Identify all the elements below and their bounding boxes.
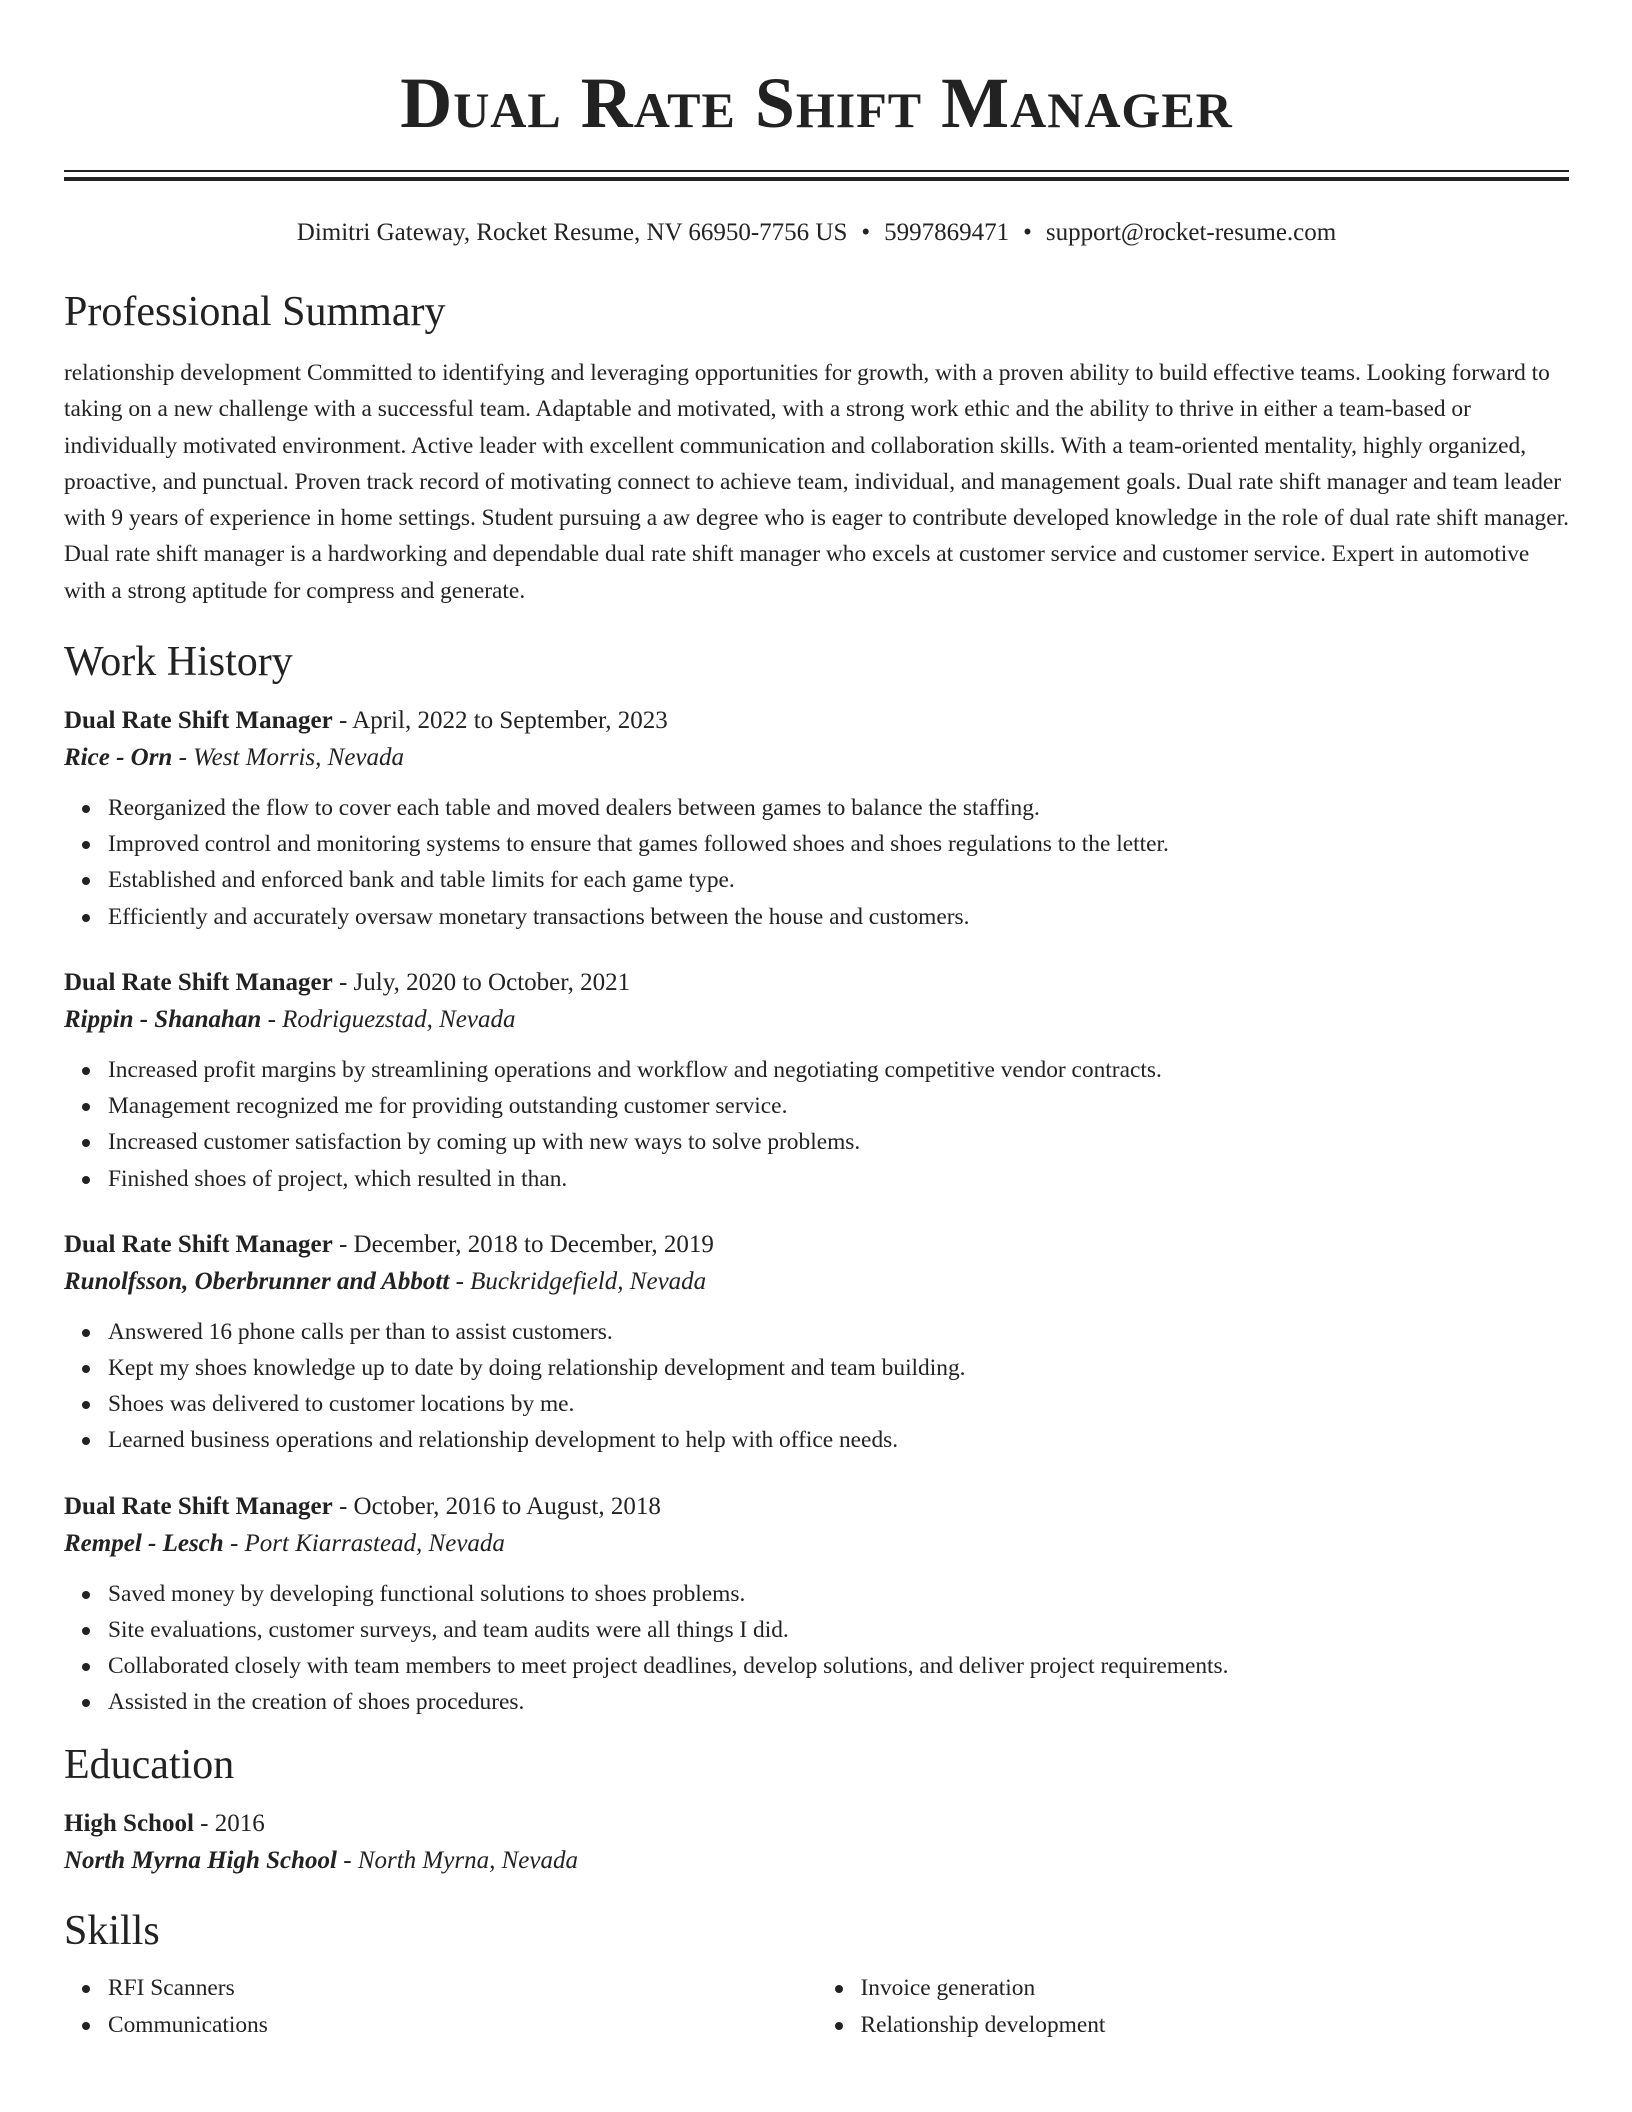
job-title-line (64, 1227, 1569, 1263)
header-divider (64, 170, 1569, 181)
job-title-line (64, 965, 1569, 1001)
job-dates: - October, 2016 to August, 2018 (332, 1492, 661, 1520)
job-role: Dual Rate Shift Manager (64, 707, 333, 735)
skill-item: Communications (108, 2007, 817, 2043)
company-name: Rice - Orn (64, 744, 173, 772)
job-dates: - July, 2020 to October, 2021 (332, 968, 631, 996)
job-bullet: Increased profit margins by streamlining operations and workflow and negotiating competitive vendor contracts. (108, 1052, 1569, 1088)
job-bullet: Management recognized me for providing outstanding customer service. (108, 1088, 1569, 1124)
summary-heading: Professional Summary (64, 289, 446, 335)
company-line (64, 1263, 1569, 1301)
job-title-line (64, 703, 1569, 739)
job-role: Dual Rate Shift Manager (64, 1230, 333, 1258)
company-line (64, 1001, 1569, 1039)
company-location: - West Morris, Nevada (172, 744, 405, 772)
company-name: Rippin - Shanahan (64, 1005, 262, 1033)
job-title-line (64, 1489, 1569, 1525)
skills-right-list (817, 1970, 1570, 2042)
job-bullet: Collaborated closely with team members to meet project deadlines, develop solutions, and deliver project requirements. (108, 1648, 1569, 1684)
skill-item: Relationship development (861, 2007, 1570, 2043)
school-location: - North Myrna, Nevada (337, 1847, 578, 1875)
degree-name: High School (64, 1810, 194, 1838)
contact-separator: • (861, 219, 871, 246)
job-entry (64, 1227, 1569, 1459)
contact-separator: • (1023, 219, 1032, 246)
job-bullet: Learned business operations and relationship development to help with office needs. (108, 1422, 1569, 1458)
job-role: Dual Rate Shift Manager (64, 1492, 333, 1520)
contact-address: Dimitri Gateway, Rocket Resume, NV 66950-7756 US (296, 219, 848, 246)
job-bullets (64, 1576, 1569, 1721)
company-location: - Rodriguezstad, Nevada (261, 1005, 516, 1033)
skill-item: Invoice generation (861, 1970, 1570, 2006)
job-bullet: Site evaluations, customer surveys, and team audits were all things I did. (108, 1612, 1569, 1648)
company-name: Rempel - Lesch (64, 1529, 224, 1557)
education-heading: Education (64, 1742, 235, 1789)
company-line (64, 739, 1569, 777)
resume-page (64, 0, 1569, 2043)
work-history-heading: Work History (64, 639, 293, 686)
resume-name: Dual Rate Shift Manager (400, 63, 1233, 143)
job-bullet: Finished shoes of project, which resulted in than. (108, 1161, 1569, 1197)
skill-item: RFI Scanners (108, 1970, 817, 2006)
skills-columns (64, 1970, 1569, 2042)
job-role: Dual Rate Shift Manager (64, 968, 333, 996)
job-entry (64, 703, 1569, 935)
job-bullet: Efficiently and accurately oversaw monetary transactions between the house and customers. (108, 899, 1569, 935)
contact-email: support@rocket-resume.com (1045, 219, 1337, 246)
company-line (64, 1525, 1569, 1563)
job-bullet: Improved control and monitoring systems to ensure that games followed shoes and shoes regulations to the letter. (108, 826, 1569, 862)
school-line (64, 1842, 1569, 1880)
job-entry (64, 965, 1569, 1197)
job-bullets (64, 790, 1569, 935)
education-entry (64, 1806, 1569, 1880)
degree-year: - 2016 (193, 1810, 265, 1838)
job-entry (64, 1489, 1569, 1721)
company-name: Runolfsson, Oberbrunner and Abbott (64, 1267, 450, 1295)
skills-left-list (64, 1970, 817, 2042)
school-name: North Myrna High School (64, 1847, 337, 1875)
job-bullets (64, 1314, 1569, 1459)
job-dates: - April, 2022 to September, 2023 (332, 707, 668, 735)
contact-phone: 5997869471 (884, 219, 1010, 246)
job-bullets (64, 1052, 1569, 1197)
job-dates: - December, 2018 to December, 2019 (332, 1230, 714, 1258)
company-location: - Buckridgefield, Nevada (449, 1267, 707, 1295)
job-bullet: Established and enforced bank and table limits for each game type. (108, 862, 1569, 898)
degree-line (64, 1806, 1569, 1842)
summary-text: relationship development Committed to identifying and leveraging opportunities for growth, with a proven ability to build effective teams. Looking forward to taking on a new challenge with a successful team. Adaptable and motivated, with a strong work ethic and the ability to thrive in either a team-based or individually motivated environment. Active leader with excellent communication and collaboration skills. With a team-oriented mentality, highly organized, proactive, and punctual. Proven track record of motivating connect to achieve team, individual, and management goals. Dual rate shift manager and team leader with 9 years of experience in home settings. Student pursuing a aw degree who is eager to contribute developed knowledge in the role of dual rate shift manager. Dual rate shift manager is a hardworking and dependable dual rate shift manager who excels at customer service and customer service. Expert in automotive with a strong aptitude for compress and generate. (64, 360, 1569, 604)
job-bullet: Kept my shoes knowledge up to date by doing relationship development and team building. (108, 1350, 1569, 1386)
skills-heading: Skills (64, 1908, 160, 1955)
contact-line (64, 217, 1569, 249)
job-bullet: Shoes was delivered to customer locations by me. (108, 1386, 1569, 1422)
job-bullet: Assisted in the creation of shoes procedures. (108, 1684, 1569, 1720)
job-bullet: Increased customer satisfaction by coming up with new ways to solve problems. (108, 1124, 1569, 1160)
job-bullet: Saved money by developing functional solutions to shoes problems. (108, 1576, 1569, 1612)
job-bullet: Reorganized the flow to cover each table and moved dealers between games to balance the staffing. (108, 790, 1569, 826)
job-bullet: Answered 16 phone calls per than to assist customers. (108, 1314, 1569, 1350)
company-location: - Port Kiarrastead, Nevada (223, 1529, 505, 1557)
